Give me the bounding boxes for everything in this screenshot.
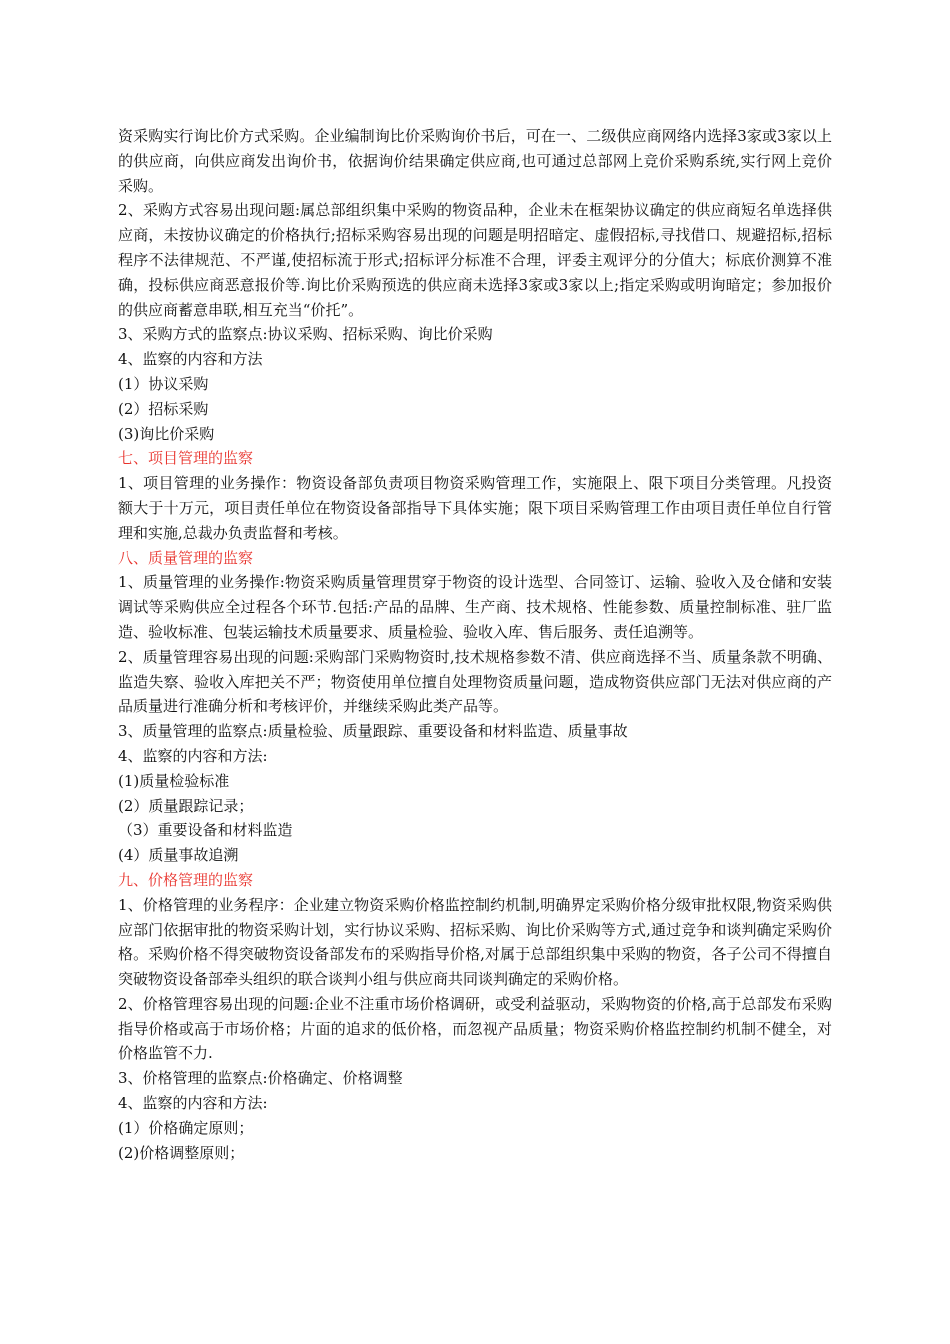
list-item: （3）重要设备和材料监造 xyxy=(118,821,293,840)
paragraph: 2、价格管理容易出现的问题:企业不注重市场价格调研，或受利益驱动，采购物资的价格,高于总部发布采购指导价格或高于市场价格；片面的追求的低价格，而忽视产品质量；物资采购价格监控制约机制不健全，对价格监管不力. xyxy=(118,994,832,1063)
paragraph: 4、监察的内容和方法: xyxy=(118,1094,268,1113)
list-item: (2）招标采购 xyxy=(118,399,209,418)
list-item: (1）价格确定原则； xyxy=(118,1118,254,1137)
paragraph: 4、监察的内容和方法 xyxy=(118,350,263,369)
paragraph: 资采购实行询比价方式采购。企业编制询比价采购询价书后，可在一、二级供应商网络内选择3家或3家以上的供应商，向供应商发出询价书，依据询价结果确定供应商,也可通过总部网上竞价采购系统,实行网上竞价采购。 xyxy=(118,127,832,195)
paragraph: 2、采购方式容易出现问题:属总部组织集中采购的物资品种，企业未在框架协议确定的供应商短名单选择供应商，未按协议确定的价格执行;招标采购容易出现的问题是明招暗定、虚假招标,寻找借口、规避招标,招标程序不法律规范、不严谨,使招标流于形式;招标评分标准不合理，评委主观评分的分值大；标底价测算不准确，投标供应商恶意报价等.询比价采购预选的供应商未选择3家或3家以上;指定采购或明询暗定；参加报价的供应商蓄意串联,相互充当“价托”。 xyxy=(118,201,832,319)
paragraph: 3、质量管理的监察点:质量检验、质量跟踪、重要设备和材料监造、质量事故 xyxy=(118,722,628,741)
paragraph: 1、价格管理的业务程序：企业建立物资采购价格监控制约机制,明确界定采购价格分级审批权限,物资采购供应部门依据审批的物资采购计划，实行协议采购、招标采购、询比价采购等方式,通过竞争和谈判确定采购价格。采购价格不得突破物资设备部发布的采购指导价格,对属于总部组织集中采购的物资，各子公司不得擅自突破物资设备部牵头组织的联合谈判小组与供应商共同谈判确定的采购价格。 xyxy=(118,895,832,989)
paragraph: 2、质量管理容易出现的问题:采购部门采购物资时,技术规格参数不清、供应商选择不当、质量条款不明确、监造失察、验收入库把关不严；物资使用单位擅自处理物资质量问题，造成物资供应部门无法对供应商的产品质量进行准确分析和考核评价，并继续采购此类产品等。 xyxy=(118,647,832,716)
document-body xyxy=(118,124,832,1165)
paragraph: 1、质量管理的业务操作:物资采购质量管理贯穿于物资的设计选型、合同签订、运输、验收入及仓储和安装调试等采购供应全过程各个环节.包括:产品的品牌、生产商、技术规格、性能参数、质量控制标准、驻厂监造、验收标准、包装运输技术质量要求、质量检验、验收入库、售后服务、责任追溯等。 xyxy=(118,573,832,641)
paragraph: 3、采购方式的监察点:协议采购、招标采购、询比价采购 xyxy=(118,325,493,344)
paragraph: 3、价格管理的监察点:价格确定、价格调整 xyxy=(118,1069,403,1088)
list-item: (1)质量检验标准 xyxy=(118,771,230,790)
section-heading: 七、项目管理的监察 xyxy=(118,449,254,468)
paragraph: 1、项目管理的业务操作：物资设备部负责项目物资采购管理工作，实施限上、限下项目分类管理。凡投资额大于十万元，项目责任单位在物资设备部指导下具体实施；限下项目采购管理工作由项目责任单位自行管理和实施,总裁办负责监督和考核。 xyxy=(118,474,832,542)
list-item: (2)价格调整原则； xyxy=(118,1143,245,1162)
list-item: (2）质量跟踪记录； xyxy=(118,796,254,815)
list-item: (4）质量事故追溯 xyxy=(118,846,239,865)
section-heading: 八、质量管理的监察 xyxy=(118,548,254,567)
paragraph: 4、监察的内容和方法: xyxy=(118,746,268,765)
list-item: (1）协议采购 xyxy=(118,374,209,393)
section-heading: 九、价格管理的监察 xyxy=(118,870,254,889)
list-item: (3)询比价采购 xyxy=(118,424,215,443)
